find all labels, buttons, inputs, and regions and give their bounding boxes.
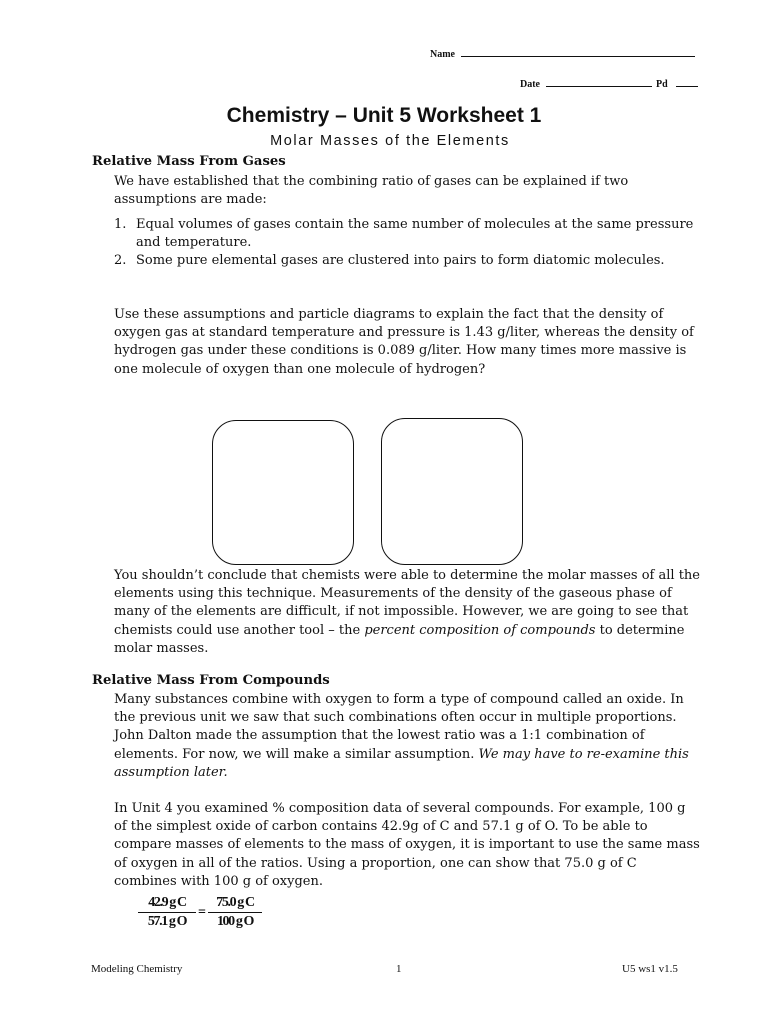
date-label: Date [520, 79, 540, 90]
section1-conclusion [114, 567, 700, 658]
footer-left: Modeling Chemistry [91, 963, 183, 975]
para1-text: Many substances combine with oxygen to form a type of compound called an oxide. In the previous unit we saw that such combinations often occur in multiple proportions. John Dalton made the assumption that the lowest ratio was a 1:1 combination of elements. For now, we will make a similar assumption. [114, 692, 684, 762]
conclusion-text-end: to determine molar masses. [114, 622, 685, 656]
list-item [114, 216, 700, 252]
section2-para1 [114, 691, 700, 782]
proportion-equals: = [198, 905, 206, 920]
list-number: 2. [114, 253, 127, 269]
para1-emphasis: We may have to re-examine this assumption later. [114, 746, 689, 780]
footer-page-number: 1 [396, 963, 402, 975]
section-heading-compounds: Relative Mass From Compounds [92, 673, 330, 688]
section1-intro: We have established that the combining ratio of gases can be explained if two assumptions are made: [114, 174, 629, 208]
date-blank[interactable] [546, 76, 652, 87]
pd-blank[interactable] [676, 76, 698, 87]
right-numerator: 75.0 g C [216, 895, 254, 910]
name-field-row [430, 46, 695, 60]
name-label: Name [430, 49, 455, 60]
left-denominator: 57.1 g O [147, 914, 187, 929]
oxygen-diagram-box[interactable] [212, 420, 354, 565]
name-blank[interactable] [461, 46, 695, 57]
section1-question: Use these assumptions and particle diagrams to explain the fact that the density of oxygen gas at standard temperature and pressure is 1.43 g/liter, whereas the density of hydrogen gas under these conditions is 0.089 g/liter. How many times more massive is one molecule of oxygen than one molecule of hydrogen? [114, 307, 694, 377]
list-text: Equal volumes of gases contain the same number of molecules at the same pressure and temperature. [136, 217, 694, 251]
fraction-bar [208, 912, 262, 913]
fraction-bar [138, 912, 196, 913]
list-item [114, 252, 700, 270]
page-title: Chemistry – Unit 5 Worksheet 1 [226, 104, 542, 127]
date-field-row [520, 76, 698, 90]
pd-label: Pd [656, 79, 668, 90]
assumptions-list [114, 216, 700, 271]
list-text: Some pure elemental gases are clustered into pairs to form diatomic molecules. [136, 253, 665, 269]
proportion-right-fraction [208, 895, 262, 931]
conclusion-emphasis: percent composition of compounds [364, 622, 596, 638]
right-denominator: 100 g O [216, 914, 254, 929]
proportion-left-fraction [138, 895, 196, 931]
hydrogen-diagram-box[interactable] [381, 418, 523, 565]
footer-right: U5 ws1 v1.5 [622, 963, 678, 975]
section-heading-gases: Relative Mass From Gases [92, 154, 286, 169]
page-subtitle: Molar Masses of the Elements [270, 133, 510, 149]
left-numerator: 42.9 g C [148, 895, 186, 910]
section2-para2: In Unit 4 you examined % composition data of several compounds. For example, 100 g of the simplest oxide of carbon contains 42.9g of C and 57.1 g of O. To be able to compare masses of elements to the mass of oxygen, it is important to use the same mass of oxygen in all of the ratios. Using a proportion, one can show that 75.0 g of C combines with 100 g of oxygen. [114, 801, 700, 889]
list-number: 1. [114, 217, 127, 232]
conclusion-text-start: You shouldn’t conclude that chemists were able to determine the molar masses of all the elements using this technique. Measurements of the density of the gaseous phase of many of the elements are difficult, if not impossible. However, we are going to see that chemists could use another tool – the [114, 568, 700, 638]
